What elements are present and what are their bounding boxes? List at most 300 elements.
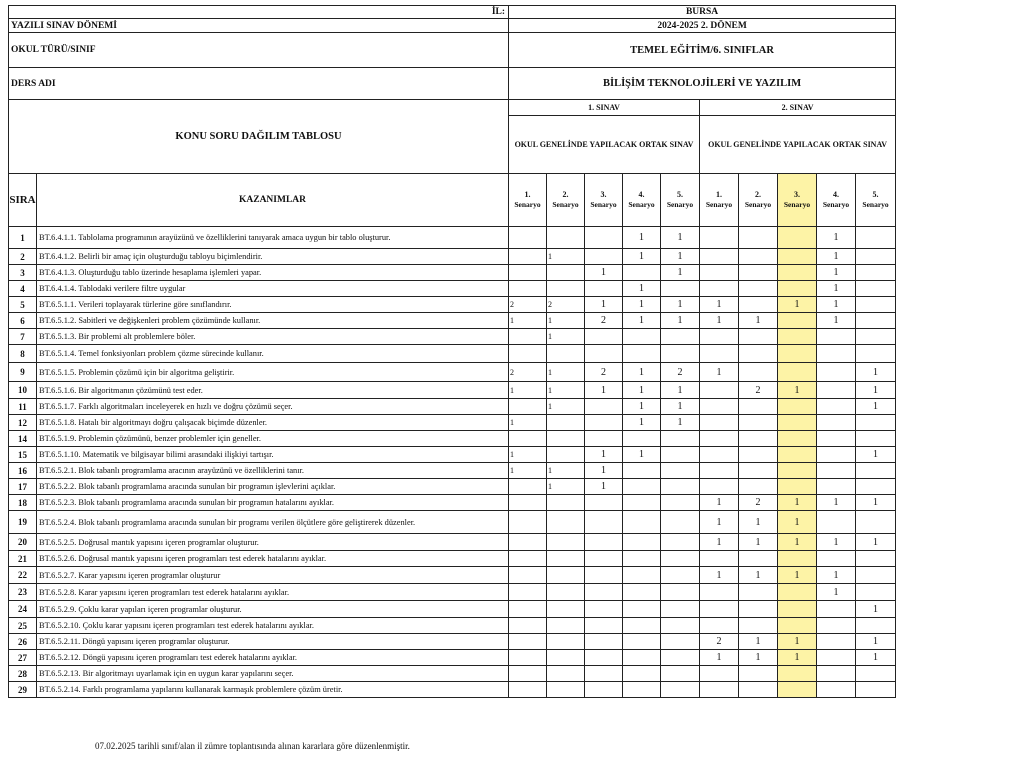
count-cell-2-1 (700, 447, 739, 463)
count-cell-2-3 (778, 363, 817, 382)
count-cell-2-2 (739, 345, 778, 363)
kazanim-text: BT.6.5.2.7. Karar yapısını içeren programlar oluşturur (37, 567, 509, 584)
count-cell-1-4 (623, 666, 661, 682)
kazanim-text: BT.6.5.1.10. Matematik ve bilgisayar bilimi arasındaki ilişkiyi tartışır. (37, 447, 509, 463)
count-cell-1-4 (623, 265, 661, 281)
scenario-word: Senaryo (628, 200, 655, 209)
ders-value: BİLİŞİM TEKNOLOJİLERİ VE YAZILIM (509, 68, 896, 100)
row-number: 26 (9, 634, 37, 650)
count-cell-1-5: 1 (661, 297, 700, 313)
row-number: 12 (9, 415, 37, 431)
table-row (9, 463, 896, 479)
table-row (9, 249, 896, 265)
row-number: 9 (9, 363, 37, 382)
count-cell-1-5 (661, 463, 700, 479)
count-cell-2-2 (739, 463, 778, 479)
count-cell-2-5 (856, 479, 896, 495)
count-cell-1-1 (509, 479, 547, 495)
count-cell-2-3: 1 (778, 382, 817, 399)
count-cell-2-1 (700, 618, 739, 634)
count-cell-1-4 (623, 463, 661, 479)
count-cell-2-3 (778, 479, 817, 495)
kazanim-text: BT.6.5.1.8. Hatalı bir algoritmayı doğru çalışacak biçimde düzenler. (37, 415, 509, 431)
count-cell-2-2 (739, 584, 778, 601)
count-cell-1-4 (623, 329, 661, 345)
count-cell-2-5: 1 (856, 399, 896, 415)
count-cell-1-5 (661, 634, 700, 650)
table-row (9, 399, 896, 415)
kazanim-text: BT.6.5.2.3. Blok tabanlı programlama aracında sunulan bir programın hatalarını ayıklar. (37, 495, 509, 511)
count-cell-1-2 (547, 345, 585, 363)
kazanim-text: BT.6.5.2.6. Doğrusal mantık yapısını içeren programları test ederek hatalarını ayıklar. (37, 551, 509, 567)
count-cell-2-2 (739, 666, 778, 682)
scenario-header-2-1 (700, 174, 739, 227)
count-cell-2-5 (856, 281, 896, 297)
count-cell-1-2 (547, 495, 585, 511)
count-cell-2-5 (856, 227, 896, 249)
count-cell-2-1 (700, 382, 739, 399)
count-cell-2-3 (778, 618, 817, 634)
count-cell-2-1: 1 (700, 534, 739, 551)
scenario-number: 1. (716, 190, 723, 199)
count-cell-1-3: 1 (585, 382, 623, 399)
count-cell-2-1 (700, 584, 739, 601)
scenario-word: Senaryo (705, 200, 733, 209)
count-cell-1-5 (661, 551, 700, 567)
count-cell-1-2 (547, 281, 585, 297)
table-row (9, 382, 896, 399)
count-cell-2-4: 1 (817, 265, 856, 281)
count-cell-2-4: 1 (817, 495, 856, 511)
scenario-word: Senaryo (590, 200, 617, 209)
kazanim-text: BT.6.5.2.8. Karar yapısını içeren programları test ederek hatalarını ayıklar. (37, 584, 509, 601)
count-cell-1-4 (623, 618, 661, 634)
count-cell-2-1 (700, 682, 739, 698)
count-cell-2-1 (700, 399, 739, 415)
count-cell-1-5 (661, 567, 700, 584)
row-number: 14 (9, 431, 37, 447)
count-cell-1-4: 1 (623, 447, 661, 463)
count-cell-1-3 (585, 329, 623, 345)
scenario-number: 5. (677, 190, 684, 199)
count-cell-2-1: 1 (700, 313, 739, 329)
table-row (9, 682, 896, 698)
row-number: 2 (9, 249, 37, 265)
count-cell-2-3 (778, 313, 817, 329)
count-cell-1-4 (623, 511, 661, 534)
kazanim-text: BT.6.5.1.6. Bir algoritmanın çözümünü test eder. (37, 382, 509, 399)
count-cell-1-1 (509, 650, 547, 666)
count-cell-2-5 (856, 584, 896, 601)
count-cell-1-1 (509, 431, 547, 447)
count-cell-1-1 (509, 666, 547, 682)
count-cell-2-4 (817, 682, 856, 698)
count-cell-1-1 (509, 511, 547, 534)
scenario-header-1-5 (661, 174, 700, 227)
count-cell-1-4 (623, 650, 661, 666)
count-cell-2-5: 1 (856, 447, 896, 463)
count-cell-2-3 (778, 227, 817, 249)
count-cell-2-5 (856, 329, 896, 345)
count-cell-2-3 (778, 415, 817, 431)
count-cell-2-2 (739, 363, 778, 382)
count-cell-2-1: 1 (700, 567, 739, 584)
scenario-word: Senaryo (783, 200, 811, 209)
count-cell-2-4 (817, 329, 856, 345)
count-cell-1-5 (661, 479, 700, 495)
count-cell-1-5: 1 (661, 265, 700, 281)
exam2-desc: OKUL GENELİNDE YAPILACAK ORTAK SINAV (700, 116, 896, 174)
count-cell-2-5 (856, 511, 896, 534)
footnote: 07.02.2025 tarihli sınıf/alan il zümre toplantısında alınan kararlara göre düzenlenmiştir. (95, 741, 410, 751)
count-cell-1-3 (585, 567, 623, 584)
table-row (9, 345, 896, 363)
scenario-header-1-1 (509, 174, 547, 227)
count-cell-1-1 (509, 265, 547, 281)
count-cell-2-2: 2 (739, 495, 778, 511)
count-cell-1-4 (623, 495, 661, 511)
count-cell-2-2 (739, 265, 778, 281)
count-cell-2-1: 2 (700, 634, 739, 650)
count-cell-2-2 (739, 281, 778, 297)
kazanim-text: BT.6.5.2.11. Döngü yapısını içeren programlar oluşturur. (37, 634, 509, 650)
count-cell-1-3 (585, 534, 623, 551)
count-cell-1-4: 1 (623, 281, 661, 297)
okul-value: TEMEL EĞİTİM/6. SINIFLAR (509, 33, 896, 68)
count-cell-1-2: 1 (547, 479, 585, 495)
exam1-header: 1. SINAV (509, 100, 700, 116)
count-cell-1-5 (661, 281, 700, 297)
count-cell-2-1 (700, 227, 739, 249)
count-cell-1-2: 1 (547, 249, 585, 265)
count-cell-1-3 (585, 227, 623, 249)
count-cell-2-4 (817, 463, 856, 479)
table-row (9, 495, 896, 511)
row-number: 16 (9, 463, 37, 479)
count-cell-2-1 (700, 249, 739, 265)
count-cell-1-3 (585, 399, 623, 415)
table-row (9, 313, 896, 329)
scenario-header-1-2 (547, 174, 585, 227)
count-cell-1-1 (509, 584, 547, 601)
count-cell-2-2 (739, 249, 778, 265)
count-cell-1-1: 1 (509, 463, 547, 479)
count-cell-1-2: 1 (547, 313, 585, 329)
count-cell-2-2 (739, 329, 778, 345)
count-cell-2-3 (778, 431, 817, 447)
kazanim-text: BT.6.5.2.1. Blok tabanlı programlama aracının arayüzünü ve özelliklerini tanır. (37, 463, 509, 479)
count-cell-2-2: 1 (739, 511, 778, 534)
count-cell-1-5 (661, 495, 700, 511)
count-cell-2-2 (739, 415, 778, 431)
kazanim-text: BT.6.4.1.1. Tablolama programının arayüzünü ve özelliklerini tanıyarak amaca uygun bir tablo oluşturur. (37, 227, 509, 249)
count-cell-1-4: 1 (623, 415, 661, 431)
table-row (9, 584, 896, 601)
count-cell-1-5 (661, 447, 700, 463)
count-cell-1-1 (509, 567, 547, 584)
count-cell-2-4 (817, 363, 856, 382)
count-cell-1-4: 1 (623, 313, 661, 329)
row-number: 7 (9, 329, 37, 345)
il-label: İL: (9, 6, 509, 19)
table-row (9, 666, 896, 682)
count-cell-1-1 (509, 682, 547, 698)
kazanim-text: BT.6.4.1.2. Belirli bir amaç için oluşturduğu tabloyu biçimlendirir. (37, 249, 509, 265)
scenario-header-1-3 (585, 174, 623, 227)
row-number: 5 (9, 297, 37, 313)
count-cell-2-5 (856, 463, 896, 479)
count-cell-2-4 (817, 601, 856, 618)
row-number: 11 (9, 399, 37, 415)
count-cell-2-1 (700, 551, 739, 567)
count-cell-2-3: 1 (778, 567, 817, 584)
count-cell-2-4: 1 (817, 584, 856, 601)
kazanim-text: BT.6.5.1.7. Farklı algoritmaları inceleyerek en hızlı ve doğru çözümü seçer. (37, 399, 509, 415)
count-cell-1-5 (661, 682, 700, 698)
count-cell-1-4: 1 (623, 399, 661, 415)
donem-value: 2024-2025 2. DÖNEM (509, 19, 896, 33)
count-cell-1-1 (509, 249, 547, 265)
count-cell-1-3 (585, 618, 623, 634)
kazanim-text: BT.6.5.1.4. Temel fonksiyonları problem çözme sürecinde kullanır. (37, 345, 509, 363)
count-cell-2-5: 1 (856, 601, 896, 618)
count-cell-1-1 (509, 399, 547, 415)
count-cell-2-3: 1 (778, 650, 817, 666)
count-cell-2-3 (778, 249, 817, 265)
row-number: 10 (9, 382, 37, 399)
kazanim-text: BT.6.5.2.14. Farklı programlama yapılarını kullanarak karmaşık problemlere çözüm üretir. (37, 682, 509, 698)
count-cell-1-2 (547, 551, 585, 567)
count-cell-2-1 (700, 431, 739, 447)
count-cell-2-4 (817, 447, 856, 463)
count-cell-2-2: 1 (739, 567, 778, 584)
count-cell-2-3 (778, 265, 817, 281)
count-cell-1-1 (509, 634, 547, 650)
count-cell-1-5: 1 (661, 249, 700, 265)
count-cell-2-1: 1 (700, 363, 739, 382)
count-cell-1-3 (585, 650, 623, 666)
count-cell-1-2 (547, 227, 585, 249)
kazanim-text: BT.6.5.1.2. Sabitleri ve değişkenleri problem çözümünde kullanır. (37, 313, 509, 329)
count-cell-1-3: 2 (585, 313, 623, 329)
count-cell-1-2: 1 (547, 399, 585, 415)
table-row (9, 650, 896, 666)
count-cell-1-3 (585, 431, 623, 447)
count-cell-1-5 (661, 650, 700, 666)
count-cell-1-4: 1 (623, 227, 661, 249)
count-cell-2-3: 1 (778, 297, 817, 313)
table-row (9, 479, 896, 495)
count-cell-2-4 (817, 511, 856, 534)
kazanim-text: BT.6.5.2.9. Çoklu karar yapıları içeren programlar oluşturur. (37, 601, 509, 618)
il-value: BURSA (509, 6, 896, 19)
count-cell-1-4 (623, 567, 661, 584)
kazanim-text: BT.6.5.1.1. Verileri toplayarak türlerine göre sınıflandırır. (37, 297, 509, 313)
scenario-number: 5. (872, 190, 879, 199)
table-row (9, 601, 896, 618)
scenario-word: Senaryo (822, 200, 850, 209)
table-row (9, 297, 896, 313)
count-cell-1-2 (547, 650, 585, 666)
table-row (9, 511, 896, 534)
table-row (9, 551, 896, 567)
count-cell-2-4 (817, 479, 856, 495)
count-cell-1-1: 1 (509, 415, 547, 431)
count-cell-1-3 (585, 666, 623, 682)
count-cell-1-3 (585, 415, 623, 431)
count-cell-1-3 (585, 551, 623, 567)
table-row (9, 567, 896, 584)
count-cell-2-4 (817, 666, 856, 682)
count-cell-2-5: 1 (856, 382, 896, 399)
count-cell-2-1 (700, 265, 739, 281)
count-cell-1-5 (661, 431, 700, 447)
count-cell-1-2 (547, 618, 585, 634)
count-cell-2-4 (817, 618, 856, 634)
scenario-word: Senaryo (666, 200, 694, 209)
count-cell-1-1: 1 (509, 447, 547, 463)
count-cell-2-1 (700, 601, 739, 618)
table-title: KONU SORU DAĞILIM TABLOSU (9, 100, 509, 174)
count-cell-1-4: 1 (623, 249, 661, 265)
count-cell-2-2: 1 (739, 650, 778, 666)
row-number: 22 (9, 567, 37, 584)
count-cell-1-5 (661, 534, 700, 551)
count-cell-1-1 (509, 618, 547, 634)
count-cell-2-2 (739, 601, 778, 618)
table-row (9, 415, 896, 431)
count-cell-1-3 (585, 249, 623, 265)
count-cell-2-2: 1 (739, 534, 778, 551)
count-cell-1-3: 1 (585, 479, 623, 495)
kazanim-text: BT.6.5.1.5. Problemin çözümü için bir algoritma geliştirir. (37, 363, 509, 382)
scenario-number: 3. (794, 190, 801, 199)
exam1-desc: OKUL GENELİNDE YAPILACAK ORTAK SINAV (509, 116, 700, 174)
count-cell-1-5 (661, 601, 700, 618)
count-cell-2-5: 1 (856, 363, 896, 382)
count-cell-2-5 (856, 682, 896, 698)
kazanim-text: BT.6.5.2.2. Blok tabanlı programlama aracında sunulan bir programın işlevlerini açıklar. (37, 479, 509, 495)
count-cell-1-5 (661, 329, 700, 345)
scenario-number: 4. (638, 190, 645, 199)
count-cell-2-3 (778, 682, 817, 698)
table-row (9, 227, 896, 249)
count-cell-1-5 (661, 666, 700, 682)
count-cell-2-1 (700, 345, 739, 363)
count-cell-1-1 (509, 227, 547, 249)
count-cell-2-2: 1 (739, 313, 778, 329)
count-cell-2-3 (778, 584, 817, 601)
count-cell-1-1 (509, 281, 547, 297)
count-cell-2-3 (778, 329, 817, 345)
count-cell-1-2 (547, 682, 585, 698)
count-cell-1-1: 2 (509, 363, 547, 382)
kazanim-text: BT.6.5.2.12. Döngü yapısını içeren programları test ederek hatalarını ayıklar. (37, 650, 509, 666)
count-cell-1-3 (585, 634, 623, 650)
count-cell-2-4: 1 (817, 297, 856, 313)
count-cell-2-5 (856, 666, 896, 682)
count-cell-2-1: 1 (700, 495, 739, 511)
count-cell-1-2 (547, 447, 585, 463)
count-cell-2-3 (778, 551, 817, 567)
row-number: 8 (9, 345, 37, 363)
count-cell-1-2 (547, 584, 585, 601)
count-cell-1-3: 1 (585, 447, 623, 463)
count-cell-1-2 (547, 265, 585, 281)
kazanim-text: BT.6.4.1.3. Oluşturduğu tablo üzerinde hesaplama işlemleri yapar. (37, 265, 509, 281)
scenario-header-2-2 (739, 174, 778, 227)
count-cell-2-4: 1 (817, 249, 856, 265)
table-row (9, 534, 896, 551)
scenario-number: 1. (524, 190, 531, 199)
table-row (9, 281, 896, 297)
table-row (9, 363, 896, 382)
count-cell-2-2 (739, 447, 778, 463)
count-cell-2-3: 1 (778, 534, 817, 551)
count-cell-1-2: 1 (547, 363, 585, 382)
count-cell-2-3: 1 (778, 634, 817, 650)
count-cell-2-4 (817, 382, 856, 399)
count-cell-1-5: 2 (661, 363, 700, 382)
count-cell-2-1 (700, 281, 739, 297)
count-cell-1-5 (661, 584, 700, 601)
count-cell-1-5: 1 (661, 227, 700, 249)
scenario-number: 4. (833, 190, 840, 199)
count-cell-2-1 (700, 479, 739, 495)
table-row (9, 618, 896, 634)
count-cell-2-4 (817, 551, 856, 567)
count-cell-1-5 (661, 511, 700, 534)
kazanim-text: BT.6.5.2.4. Blok tabanlı programlama aracında sunulan bir programı verilen ölçütlere göre geliştirerek düzenler. (37, 511, 509, 534)
count-cell-1-1 (509, 329, 547, 345)
scenario-header-1-4 (623, 174, 661, 227)
count-cell-2-4 (817, 399, 856, 415)
count-cell-2-1 (700, 415, 739, 431)
count-cell-2-2 (739, 618, 778, 634)
count-cell-2-5 (856, 415, 896, 431)
count-cell-2-1 (700, 666, 739, 682)
count-cell-1-4 (623, 634, 661, 650)
count-cell-1-3: 1 (585, 297, 623, 313)
row-number: 4 (9, 281, 37, 297)
count-cell-1-3 (585, 584, 623, 601)
table-row (9, 329, 896, 345)
count-cell-2-4: 1 (817, 567, 856, 584)
count-cell-2-5 (856, 249, 896, 265)
kazanim-header: KAZANIMLAR (37, 174, 509, 227)
count-cell-2-1: 1 (700, 511, 739, 534)
count-cell-1-3 (585, 495, 623, 511)
kazanim-text: BT.6.4.1.4. Tablodaki verilere filtre uygular (37, 281, 509, 297)
count-cell-2-4: 1 (817, 281, 856, 297)
count-cell-1-2: 2 (547, 297, 585, 313)
count-cell-2-5 (856, 551, 896, 567)
count-cell-2-3 (778, 281, 817, 297)
count-cell-2-4 (817, 650, 856, 666)
count-cell-2-4 (817, 431, 856, 447)
count-cell-2-5 (856, 567, 896, 584)
count-cell-1-2 (547, 634, 585, 650)
count-cell-2-3 (778, 463, 817, 479)
count-cell-1-4 (623, 431, 661, 447)
count-cell-2-5: 1 (856, 495, 896, 511)
row-number: 20 (9, 534, 37, 551)
count-cell-1-1 (509, 495, 547, 511)
scenario-number: 3. (600, 190, 607, 199)
okul-label: OKUL TÜRÜ/SINIF (9, 33, 509, 68)
count-cell-2-3 (778, 345, 817, 363)
row-number: 24 (9, 601, 37, 618)
